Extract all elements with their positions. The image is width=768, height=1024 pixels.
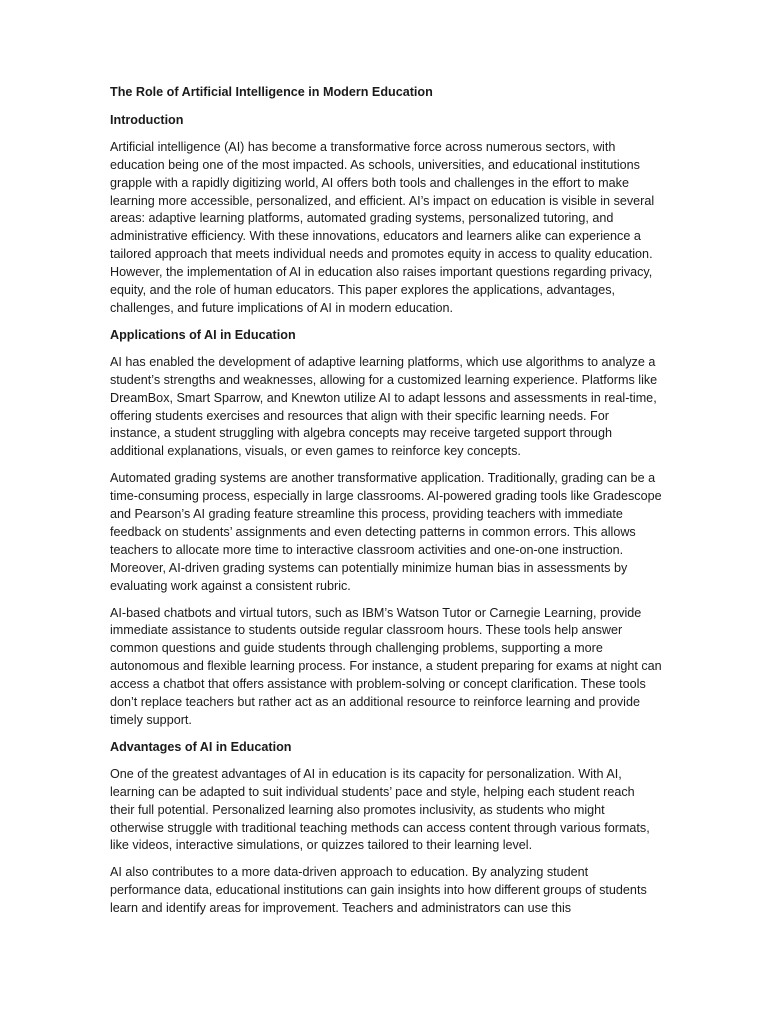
section-introduction xyxy=(110,112,662,318)
section-applications xyxy=(110,327,662,730)
document-title: The Role of Artificial Intelligence in Modern Education xyxy=(110,85,433,99)
paragraph: Automated grading systems are another transformative application. Traditionally, grading can be a time-consuming process, especially in large classrooms. AI-powered grading tools like Gradescope and Pearson’s AI grading feature streamline this process, providing teachers with immediate feedback on students’ assignments and even detecting patterns in common errors. This allows teachers to allocate more time to interactive classroom activities and one-on-one instruction. Moreover, AI-driven grading systems can potentially minimize human bias in assessments by evaluating work against a consistent rubric. xyxy=(110,471,662,593)
document-body xyxy=(110,84,662,927)
section-heading: Applications of AI in Education xyxy=(110,327,296,342)
paragraph: AI has enabled the development of adaptive learning platforms, which use algorithms to analyze a student’s strengths and weaknesses, allowing for a customized learning experience. Platforms like DreamBox, Smart Sparrow, and Knewton utilize AI to adapt lessons and assessments in real-time, offering students exercises and resources that align with their specific learning needs. For instance, a student struggling with algebra concepts may receive targeted support through additional explanations, visuals, or even games to reinforce key concepts. xyxy=(110,354,658,459)
paragraph: Artificial intelligence (AI) has become a transformative force across numerous sectors, with education being one of the most impacted. As schools, universities, and educational institutions grapple with a rapidly digitizing world, AI offers both tools and challenges in the effort to make learning more accessible, personalized, and efficient. AI’s impact on education is visible in several areas: adaptive learning platforms, automated grading systems, personalized tutoring, and administrative efficiency. With these innovations, educators and learners alike can experience a tailored approach that meets individual needs and promotes equity in access to quality education. However, the implementation of AI in education also raises important questions regarding privacy, equity, and the role of human educators. This paper explores the applications, advantages, challenges, and future implications of AI in modern education. xyxy=(110,139,655,315)
paragraph: AI-based chatbots and virtual tutors, such as IBM’s Watson Tutor or Carnegie Learning, provide immediate assistance to students outside regular classroom hours. These tools help answer common questions and guide students through challenging problems, supporting a more autonomous and flexible learning process. For instance, a student preparing for exams at night can access a chatbot that offers assistance with problem-solving or concept clarification. These tools don’t replace teachers but rather act as an additional resource to reinforce learning and provide timely support. xyxy=(110,605,662,727)
paragraph: One of the greatest advantages of AI in education is its capacity for personalization. With AI, learning can be adapted to suit individual students’ pace and style, helping each student reach their full potential. Personalized learning also promotes inclusivity, as students who might otherwise struggle with traditional teaching methods can access content through various formats, like videos, interactive simulations, or quizzes tailored to their learning level. xyxy=(110,766,650,853)
paragraph: AI also contributes to a more data-driven approach to education. By analyzing student performance data, educational institutions can gain insights into how different groups of students learn and identify areas for improvement. Teachers and administrators can use this xyxy=(110,865,647,916)
section-heading: Advantages of AI in Education xyxy=(110,739,292,754)
section-heading: Introduction xyxy=(110,112,184,127)
section-advantages xyxy=(110,739,662,918)
